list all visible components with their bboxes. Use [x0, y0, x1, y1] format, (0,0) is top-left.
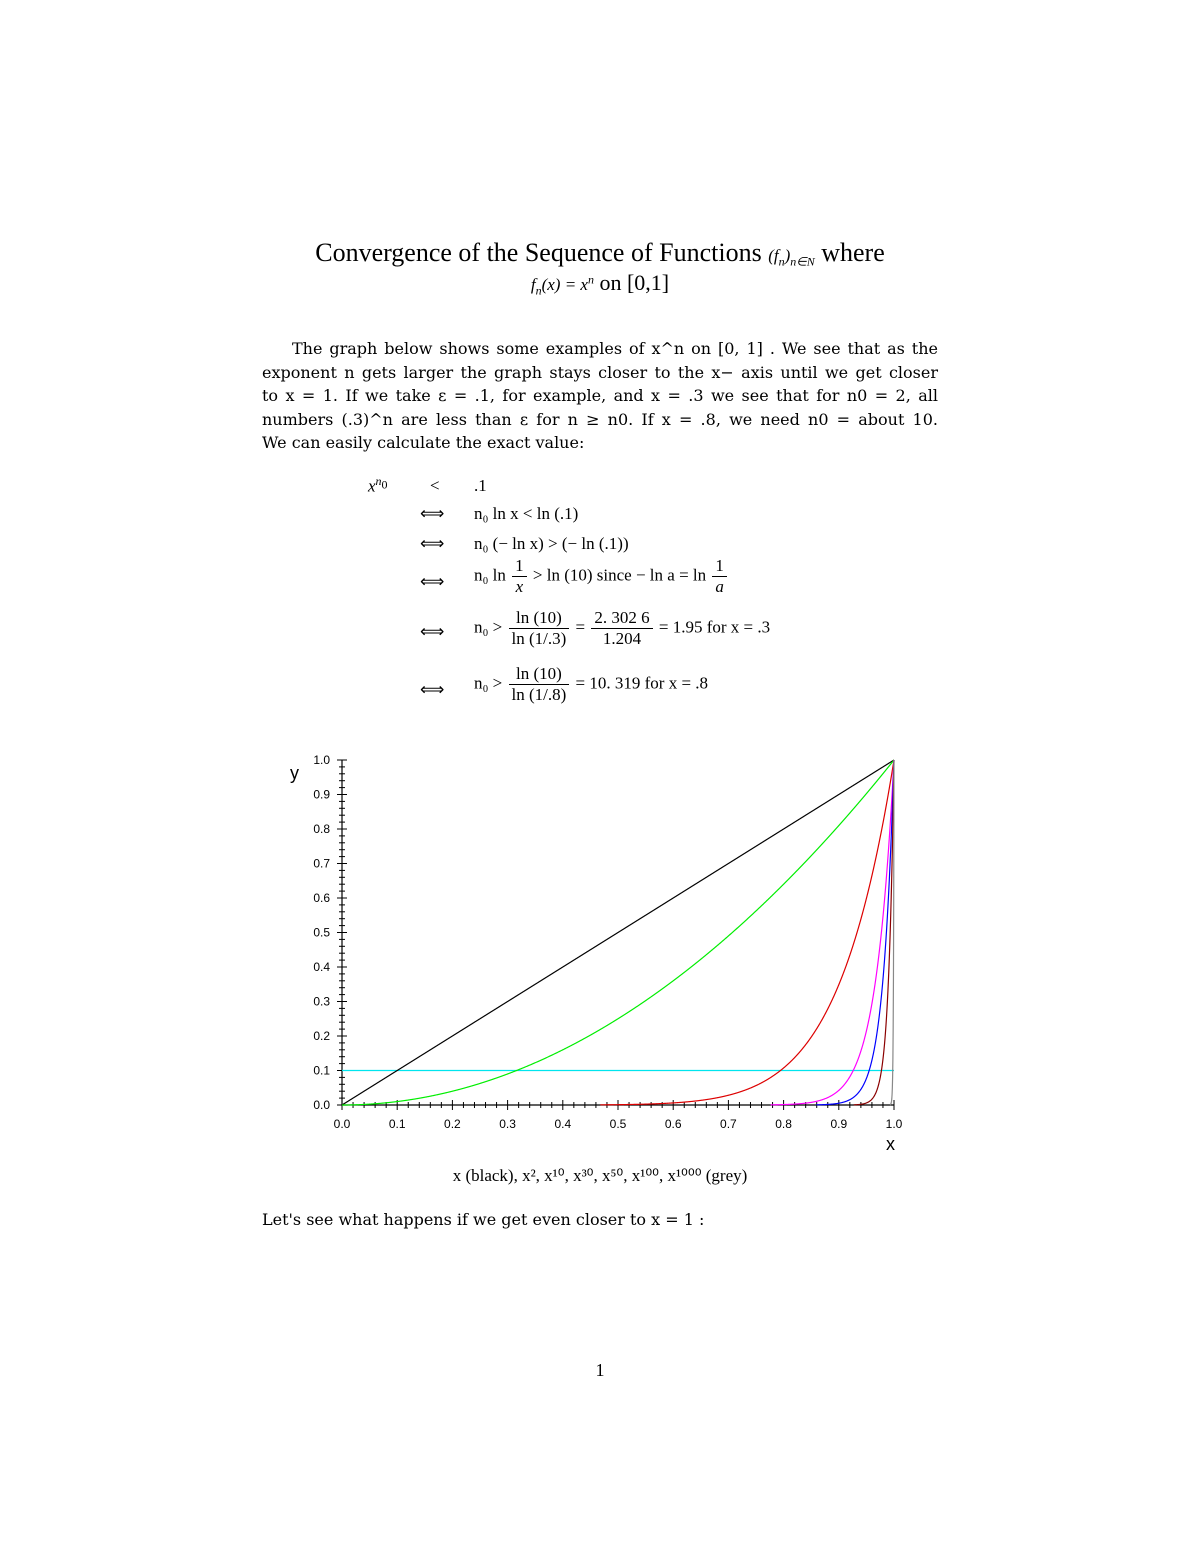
paragraph-line: to x = 1. If we take ε = .1, for example, and x = .3 we see that for n0 = 2, all: [262, 386, 938, 405]
x-tick-label: 0.9: [830, 1117, 848, 1131]
y-tick-label: 0.5: [313, 925, 330, 940]
paragraph-line: We can easily calculate the exact value:: [262, 433, 585, 452]
x-tick-label: 0.4: [554, 1117, 572, 1131]
x-tick-label: 1.0: [885, 1117, 903, 1131]
plot-area: [313, 753, 902, 1131]
series-x-pow-30: [771, 760, 894, 1105]
y-tick-label: 0.1: [313, 1063, 330, 1078]
x-tick-label: 0.7: [720, 1117, 737, 1131]
subtitle-on: on: [599, 270, 622, 295]
y-tick-label: 1.0: [313, 753, 330, 767]
x-tick-label: 0.3: [499, 1117, 516, 1131]
y-tick-label: 0.6: [313, 891, 330, 905]
iff-symbol: ⟺: [420, 504, 445, 523]
x-axis-label: x: [886, 1134, 895, 1154]
iff-symbol: ⟺: [420, 622, 445, 641]
y-tick-label: 0.2: [313, 1029, 330, 1043]
series-x-pow-10: [600, 760, 894, 1105]
x-tick-label: 0.1: [388, 1117, 406, 1131]
x-tick-label: 0.2: [444, 1117, 461, 1131]
equation-row3: n₀ ln $\frac{1}{x}$ > ln (10) since − ln a = ln $\frac{1}{a}$: [474, 556, 729, 597]
equation-lt: <: [430, 476, 440, 495]
equation-lhs: $x^{n_0}$: [368, 474, 388, 496]
page-subtitle: [0, 270, 1200, 298]
paragraph-line: The graph below shows some examples of x^n on [0, 1] . We see that as the: [292, 339, 938, 358]
y-tick-label: 0.7: [313, 856, 330, 871]
y-tick-label: 0.8: [313, 822, 330, 836]
iff-symbol: ⟺: [420, 572, 445, 591]
intro-paragraph: [262, 337, 938, 455]
series-x-pow-50: [816, 760, 894, 1105]
page-title: [0, 238, 1200, 269]
title-where: where: [821, 238, 885, 267]
title-sequence-math: $(f_n)_{n\in N}$: [768, 246, 815, 269]
chart-caption: x (black), x², x¹⁰, x³⁰, x⁵⁰, x¹⁰⁰, x¹⁰⁰⁰ (grey): [452, 1166, 748, 1185]
x-tick-label: 0.0: [333, 1117, 351, 1131]
iff-symbol: ⟺: [420, 680, 445, 699]
y-tick-label: 0.3: [313, 994, 330, 1009]
power-functions-chart: [280, 745, 940, 1155]
subtitle-interval: [0,1]: [626, 270, 670, 295]
subtitle-math: $f_n(x) = x^n$: [530, 272, 594, 298]
equation-rhs0: .1: [474, 476, 487, 495]
closing-sentence: Let's see what happens if we get even closer to x = 1 :: [262, 1210, 705, 1229]
paragraph-line: numbers (.3)^n are less than ε for n ≥ n0. If x = .8, we need n0 = about 10.: [262, 409, 938, 429]
y-tick-label: 0.9: [313, 787, 330, 802]
series-x-pow-1: [342, 760, 894, 1105]
x-tick-label: 0.8: [775, 1117, 792, 1131]
page-number: 1: [595, 1360, 605, 1380]
y-axis-label: y: [290, 763, 299, 783]
y-tick-label: 0.4: [313, 960, 330, 974]
equation-row4: n₀ > $\frac{\ln (10)}{\ln (1/.3)}$ = $\frac{2. 302 6}{1.204}$ = 1.95 for x = .3: [474, 608, 771, 648]
x-tick-label: 0.6: [664, 1117, 682, 1131]
paragraph-line: exponent n gets larger the graph stays closer to the x− axis until we get closer: [262, 362, 938, 382]
y-tick-label: 0.0: [313, 1098, 330, 1112]
equation-row1: n₀ ln x < ln (.1): [474, 504, 579, 523]
equation-row2: n₀ (− ln x) > (− ln (.1)): [474, 534, 629, 553]
title-text: Convergence of the Sequence of Functions: [315, 238, 762, 267]
equation-row5: n₀ > $\frac{\ln (10)}{\ln (1/.8)}$ = 10. 319 for x = .8: [474, 664, 709, 704]
x-tick-label: 0.5: [609, 1117, 627, 1131]
iff-symbol: ⟺: [420, 534, 445, 553]
